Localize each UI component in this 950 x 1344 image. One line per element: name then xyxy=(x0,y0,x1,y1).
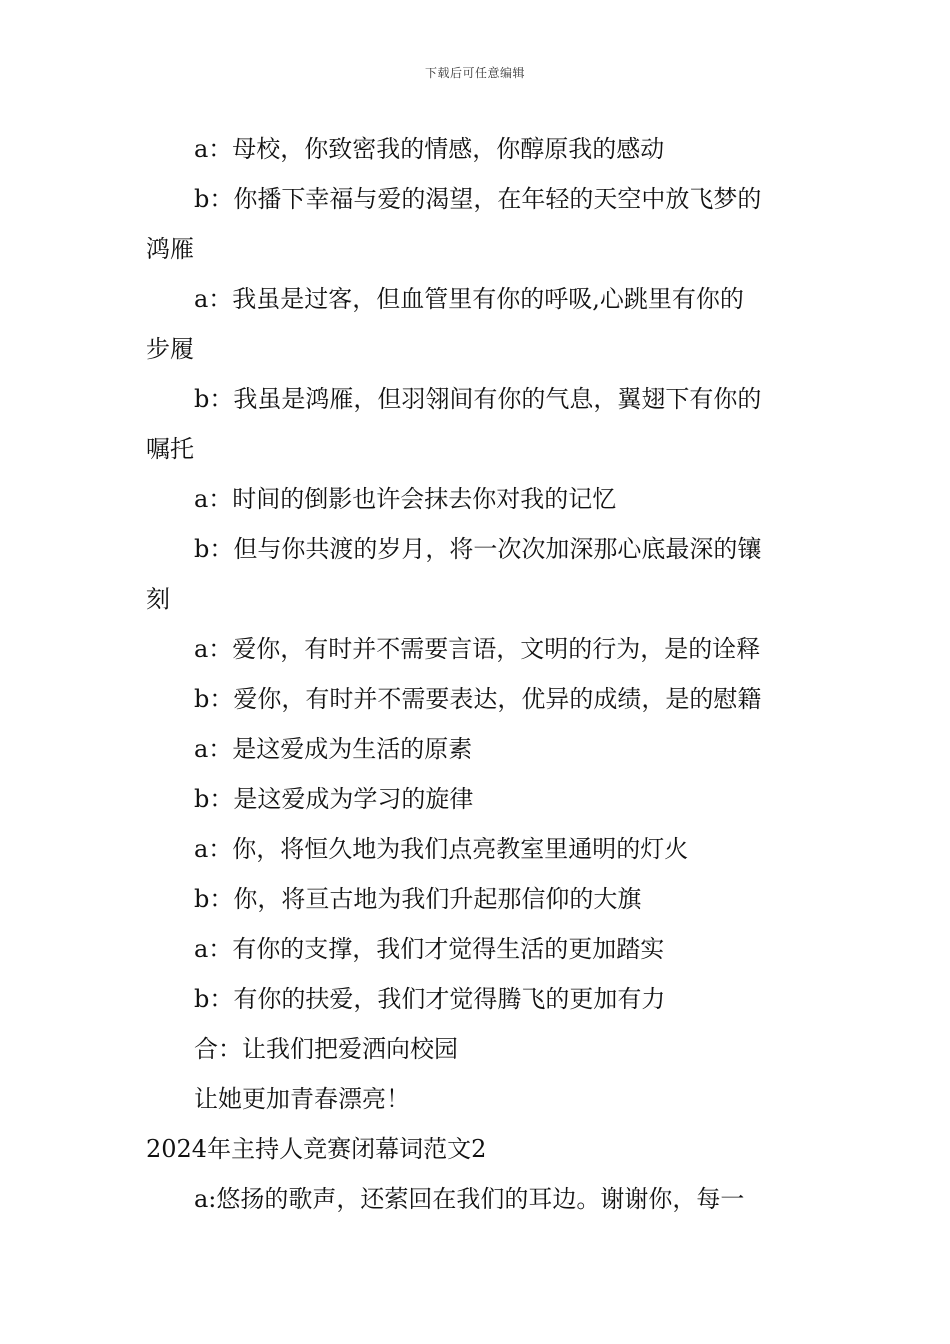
text-line: 让她更加青春漂亮！ xyxy=(194,1085,410,1113)
text-line: 鸿雁 xyxy=(146,235,194,263)
text-line: b：你播下幸福与爱的渴望，在年轻的天空中放飞梦的 xyxy=(194,185,762,213)
text-line: 步履 xyxy=(146,335,194,363)
text-line: b：爱你，有时并不需要表达，优异的成绩，是的慰籍 xyxy=(194,685,762,713)
text-line: a:悠扬的歌声，还萦回在我们的耳边。谢谢你，每一 xyxy=(194,1185,745,1213)
document-body xyxy=(146,124,810,1224)
text-line: b：有你的扶爱，我们才觉得腾飞的更加有力 xyxy=(194,985,666,1013)
text-line: b：你，将亘古地为我们升起那信仰的大旗 xyxy=(194,885,642,913)
page-header: 下载后可任意编辑 xyxy=(424,66,525,80)
text-line: 合：让我们把爱洒向校园 xyxy=(194,1035,458,1063)
text-line: 刻 xyxy=(146,585,170,613)
text-line: a：你，将恒久地为我们点亮教室里通明的灯火 xyxy=(194,835,689,863)
section-heading: 2024年主持人竞赛闭幕词范文2 xyxy=(146,1135,487,1163)
text-line: a：母校，你致密我的情感，你醇原我的感动 xyxy=(194,135,665,163)
text-line: a：有你的支撑，我们才觉得生活的更加踏实 xyxy=(194,935,665,963)
text-line: b：是这爱成为学习的旋律 xyxy=(194,785,474,813)
text-line: a：时间的倒影也许会抹去你对我的记忆 xyxy=(194,485,617,513)
text-line: a：是这爱成为生活的原素 xyxy=(194,735,473,763)
text-line: a：我虽是过客，但血管里有你的呼吸,心跳里有你的 xyxy=(194,285,744,313)
text-line: 嘱托 xyxy=(146,435,194,463)
text-line: a：爱你，有时并不需要言语，文明的行为，是的诠释 xyxy=(194,635,761,663)
text-line: b：但与你共渡的岁月，将一次次加深那心底最深的镶 xyxy=(194,535,762,563)
text-line: b：我虽是鸿雁，但羽翎间有你的气息，翼翅下有你的 xyxy=(194,385,762,413)
